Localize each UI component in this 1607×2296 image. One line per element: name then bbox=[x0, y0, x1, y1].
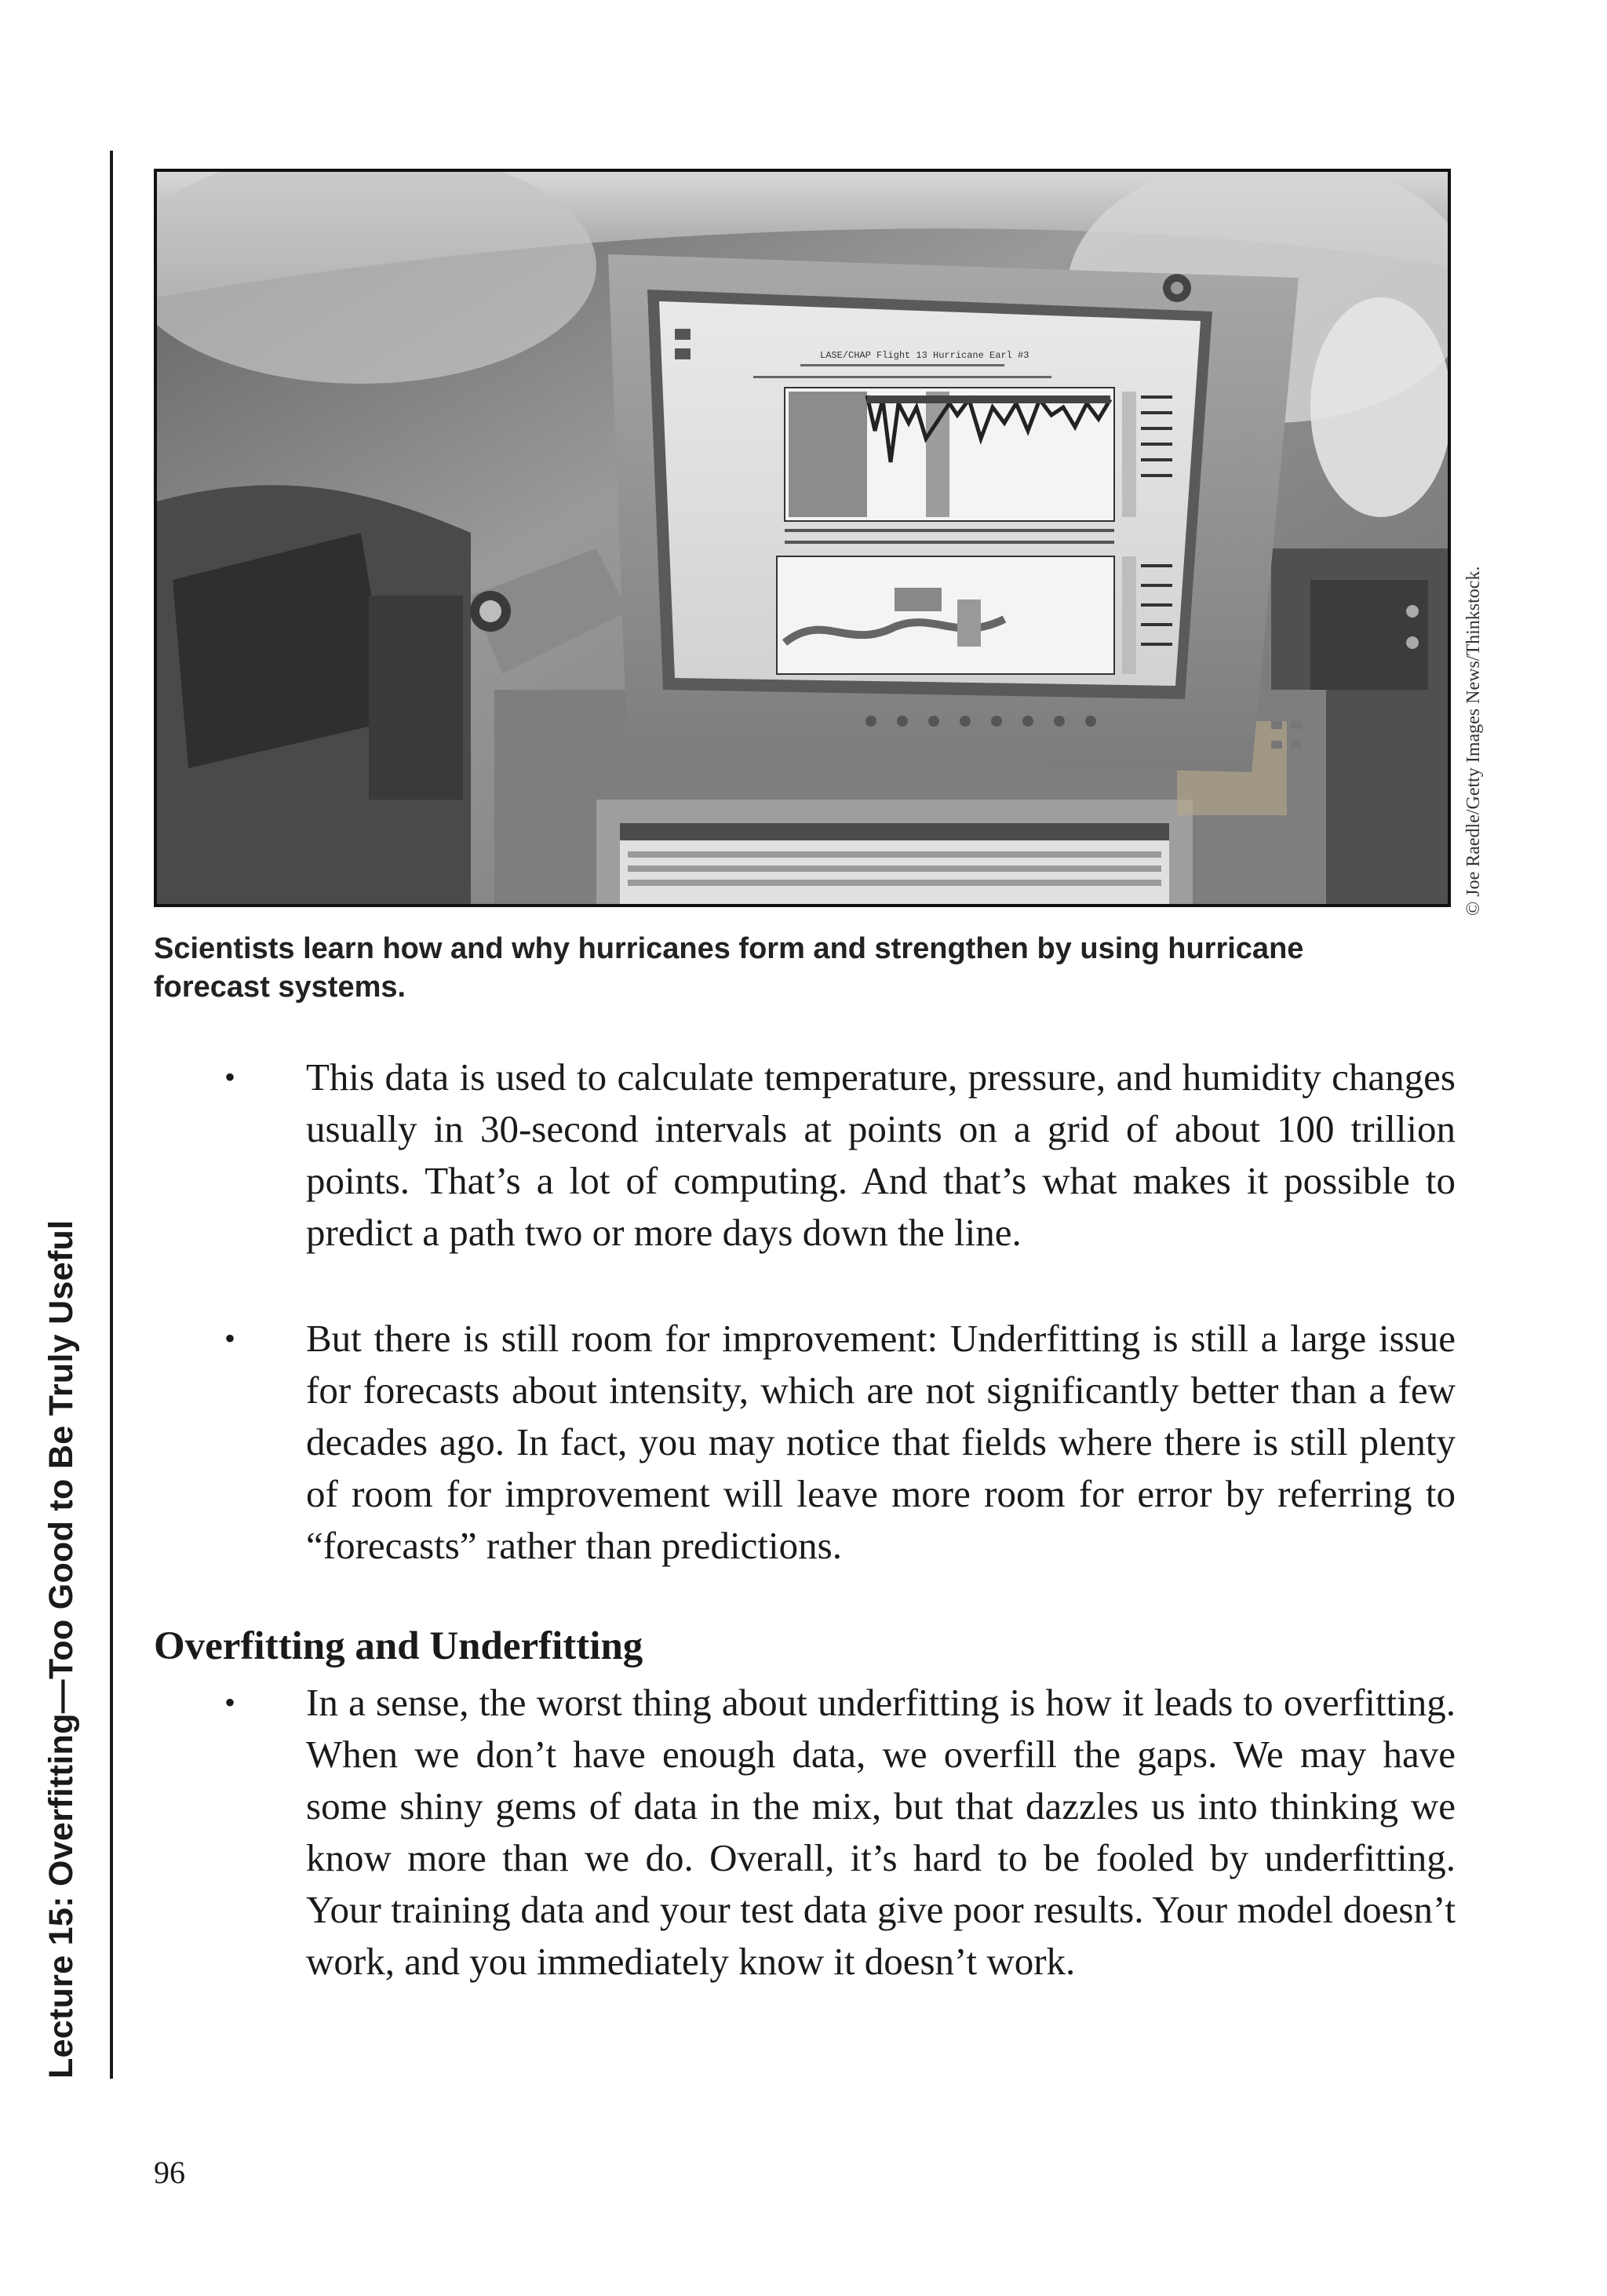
bullet-marker: • bbox=[224, 1321, 236, 1356]
list-item bbox=[224, 1051, 1456, 1259]
section-heading: Overfitting and Underfitting bbox=[154, 1624, 643, 1668]
list-item bbox=[224, 1677, 1456, 1988]
screen-title: LASE/CHAP Flight 13 Hurricane Earl #3 bbox=[820, 350, 1029, 361]
bullet-text: In a sense, the worst thing about underfitting is how it leads to overfitting. When we don’t have enough data, we overfill the gaps. We may have some shiny gems of data in the mix, but that dazzles us into thinking we know more than we do. Overall, it’s hard to be fooled by underfitting. Your training data and your test data give poor results. Your model doesn’t work, and you immediately know it doesn’t work. bbox=[306, 1681, 1456, 1983]
bullet-marker: • bbox=[224, 1685, 236, 1720]
page-number: 96 bbox=[154, 2155, 185, 2190]
side-rule bbox=[110, 151, 113, 2079]
running-header: Lecture 15: Overfitting—Too Good to Be Truly Useful bbox=[42, 1219, 80, 2079]
list-item bbox=[224, 1313, 1456, 1572]
photo-credit: © Joe Raedle/Getty Images News/Thinkstock. bbox=[1463, 566, 1484, 916]
bullet-marker: • bbox=[224, 1059, 236, 1095]
bullet-text: But there is still room for improvement: Underfitting is still a large issue for forecasts about intensity, which are not significantly better than a few decades ago. In fact, you may notice that fields where there is still plenty of room for improvement will leave more room for error by referring to “forecasts” rather than predictions. bbox=[306, 1317, 1456, 1567]
bullet-text: This data is used to calculate temperature, pressure, and humidity changes usually in 30-second intervals at points on a grid of about 100 trillion points. That’s a lot of computing. And that’s what makes it possible to predict a path two or more days down the line. bbox=[306, 1055, 1456, 1254]
photo-hurricane-monitor bbox=[154, 169, 1451, 907]
photo-caption: Scientists learn how and why hurricanes form and strengthen by using hurricane forecast systems. bbox=[154, 932, 1304, 1004]
